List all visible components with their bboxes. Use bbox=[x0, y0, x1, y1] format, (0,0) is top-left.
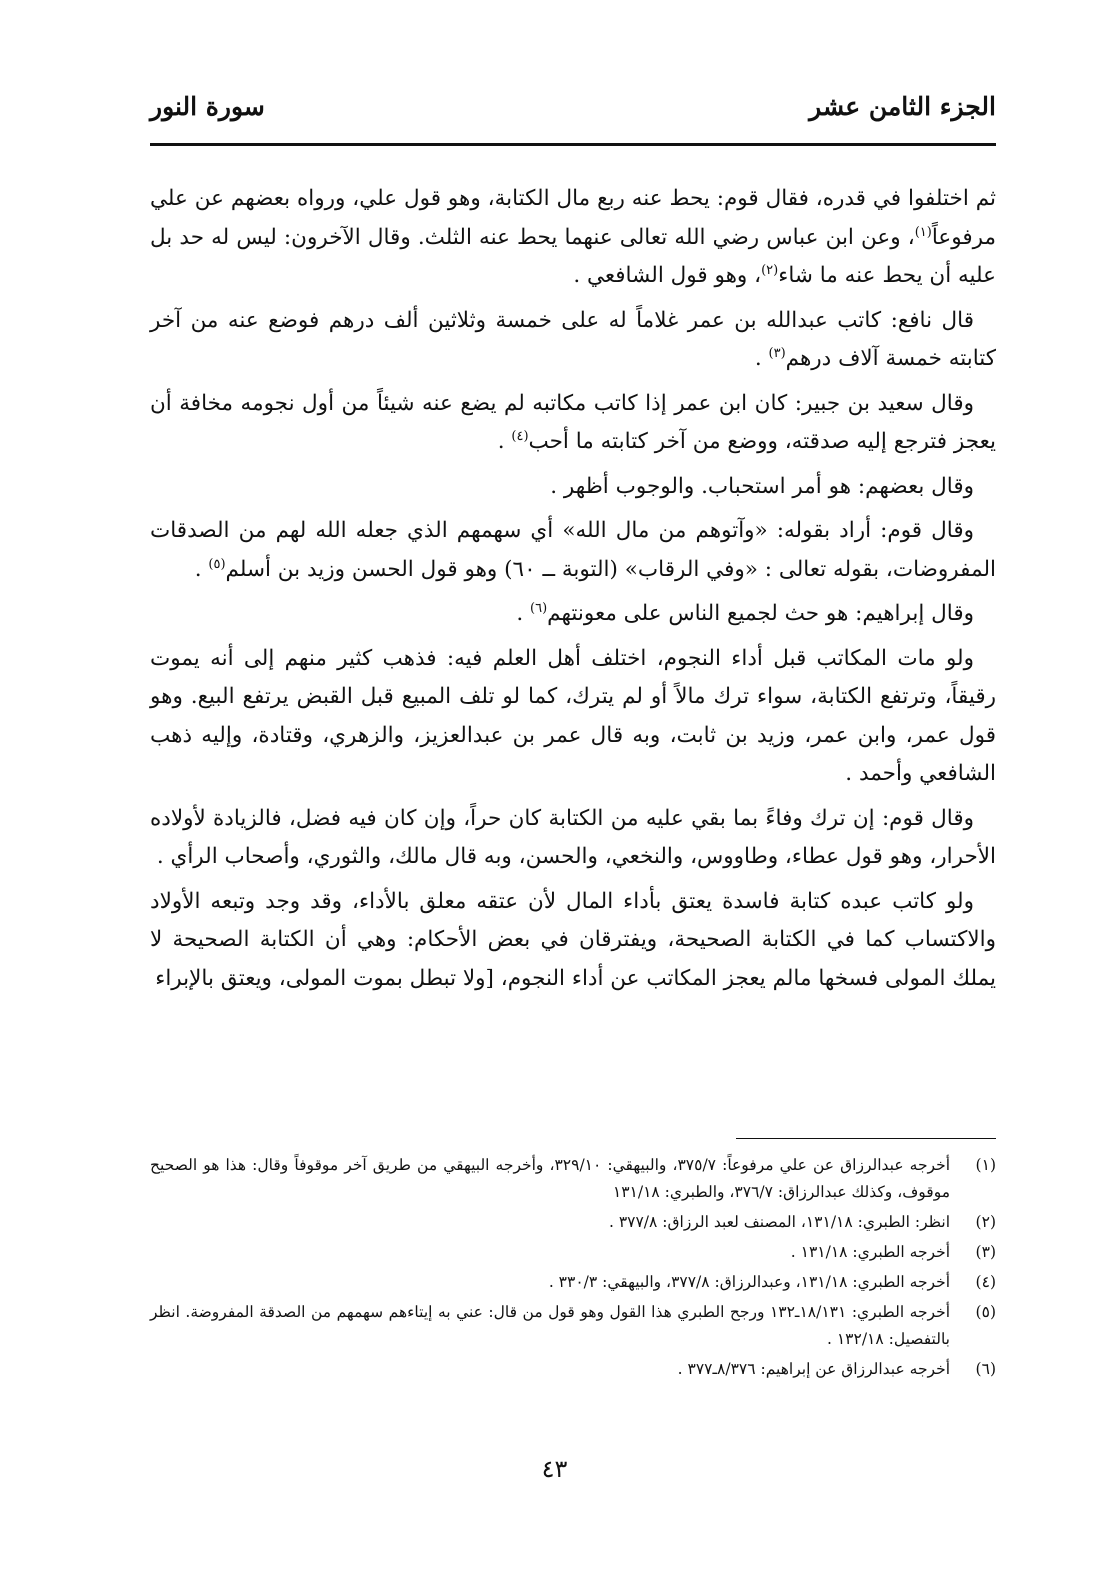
footnote-number: (٢) bbox=[975, 1213, 996, 1231]
paragraph: ولو كاتب عبده كتابة فاسدة يعتق بأداء المال لأن عتقه معلق بالأداء، وقد وجد وتبعه الأولاد والاكتساب كما في الكتابة الصحيحة، ويفترقان في بعض الأحكام: وهي أن الكتابة الصحيحة لا يملك المولى فسخها مالم يعجز المكاتب عن أداء النجوم، [ولا تبطل بموت المولى، ويعتق بالإبراء bbox=[150, 888, 996, 991]
footnote bbox=[150, 1269, 996, 1296]
paragraph: قال نافع: كاتب عبدالله بن عمر غلاماً له على خمسة وثلاثين ألف درهم فوضع عنه من آخر كتابته خمسة آلاف درهم$^{(٣)}$ . bbox=[150, 307, 996, 371]
footnote-ref: (٣) bbox=[768, 345, 786, 361]
footnote-text: أخرجه الطبري: ١٣١/١٨ . bbox=[790, 1243, 950, 1261]
running-header-surah: سورة النور bbox=[150, 92, 265, 121]
footnote-number: (٣) bbox=[975, 1243, 996, 1261]
footnote-number: (٥) bbox=[975, 1303, 996, 1321]
paragraph: ثم اختلفوا في قدره، فقال قوم: يحط عنه ربع مال الكتابة، وهو قول علي، ورواه بعضهم عن علي مرفوعاً$^{(١)}$، وعن ابن عباس رضي الله تعالى عنهما يحط عنه الثلث. وقال الآخرون: ليس له حد بل عليه أن يحط عنه ما شاء$^{(٢)}$، وهو قول الشافعي . bbox=[150, 186, 996, 288]
paragraph: وقال سعيد بن جبير: كان ابن عمر إذا كاتب مكاتبه لم يضع عنه شيئاً من أول نجومه مخافة أن يعجز فترجع إليه صدقته، ووضع من آخر كتابته ما أحب$^{(٤)}$ . bbox=[150, 390, 996, 454]
paragraph: وقال قوم: إن ترك وفاءً بما بقي عليه من الكتابة كان حراً، وإن كان فيه فضل، فالزيادة لأولاده الأحرار، وهو قول عطاء، وطاووس، والنخعي، والحسن، وبه قال مالك، والثوري، وأصحاب الرأي . bbox=[150, 805, 996, 869]
main-text bbox=[150, 180, 996, 1004]
footnote-ref: (١) bbox=[914, 224, 932, 240]
footnote-ref: (٦) bbox=[530, 600, 548, 616]
paragraph: ولو مات المكاتب قبل أداء النجوم، اختلف أهل العلم فيه: فذهب كثير منهم إلى أنه يموت رقيقاً، وترتفع الكتابة، سواء ترك مالاً أو لم يترك، كما لو تلف المبيع قبل القبض يرتفع البيع. وهو قول عمر، وابن عمر، وزيد بن ثابت، وبه قال عمر بن عبدالعزيز، والزهري، وقتادة، وإليه ذهب الشافعي وأحمد . bbox=[150, 645, 996, 786]
footnote-text: أخرجه عبدالرزاق عن إبراهيم: ٨/٣٧٦ـ٣٧٧ . bbox=[677, 1360, 950, 1378]
footnote-number: (٤) bbox=[975, 1273, 996, 1291]
footnote bbox=[150, 1152, 996, 1206]
footnote bbox=[150, 1356, 996, 1383]
footnote-divider bbox=[736, 1138, 996, 1139]
footnote-number: (١) bbox=[975, 1156, 996, 1174]
footnote-ref: (٤) bbox=[511, 428, 529, 444]
footnote-number: (٦) bbox=[975, 1360, 996, 1378]
paragraph: وقال قوم: أراد بقوله: «وآتوهم من مال الله» أي سهمهم الذي جعله الله لهم من الصدقات المفروضات، بقوله تعالى : «وفي الرقاب» (التوبة ــ ٦٠) وهو قول الحسن وزيد بن أسلم$^{(٥)}$ . bbox=[150, 518, 996, 582]
header-divider bbox=[150, 143, 996, 146]
footnote-text: أخرجه الطبري: ١٣١/١٨، وعبدالرزاق: ٣٧٧/٨، والبيهقي: ٣٣٠/٣ . bbox=[548, 1273, 950, 1291]
footnote-text: انظر: الطبري: ١٣١/١٨، المصنف لعبد الرزاق: ٣٧٧/٨ . bbox=[608, 1213, 950, 1231]
footnote-ref: (٢) bbox=[761, 262, 779, 278]
footnote-text: أخرجه عبدالرزاق عن علي مرفوعاً: ٣٧٥/٧، والبيهقي: ٣٢٩/١٠، وأخرجه البيهقي من طريق آخر موقوفاً وقال: هذا هو الصحيح موقوف، وكذلك عبدالرزاق: ٣٧٦/٧، والطبري: ١٣١/١٨ bbox=[150, 1156, 950, 1201]
page-number: ٤٣ bbox=[541, 1455, 568, 1483]
footnote bbox=[150, 1239, 996, 1266]
footnote bbox=[150, 1299, 996, 1353]
footnote-ref: (٥) bbox=[208, 556, 226, 572]
footnote-text: أخرجه الطبري: ١٨/١٣١ـ١٣٢ ورجح الطبري هذا القول وهو قول من قال: عني به إيتاءهم سهمهم من الصدقة المفروضة. انظر بالتفصيل: ١٣٢/١٨ . bbox=[150, 1303, 950, 1348]
footnotes bbox=[150, 1152, 996, 1386]
paragraph: وقال بعضهم: هو أمر استحباب. والوجوب أظهر . bbox=[550, 473, 974, 499]
footnote bbox=[150, 1209, 996, 1236]
paragraph: وقال إبراهيم: هو حث لجميع الناس على معونتهم$^{(٦)}$ . bbox=[516, 600, 974, 626]
running-header-part: الجزء الثامن عشر bbox=[809, 92, 996, 121]
